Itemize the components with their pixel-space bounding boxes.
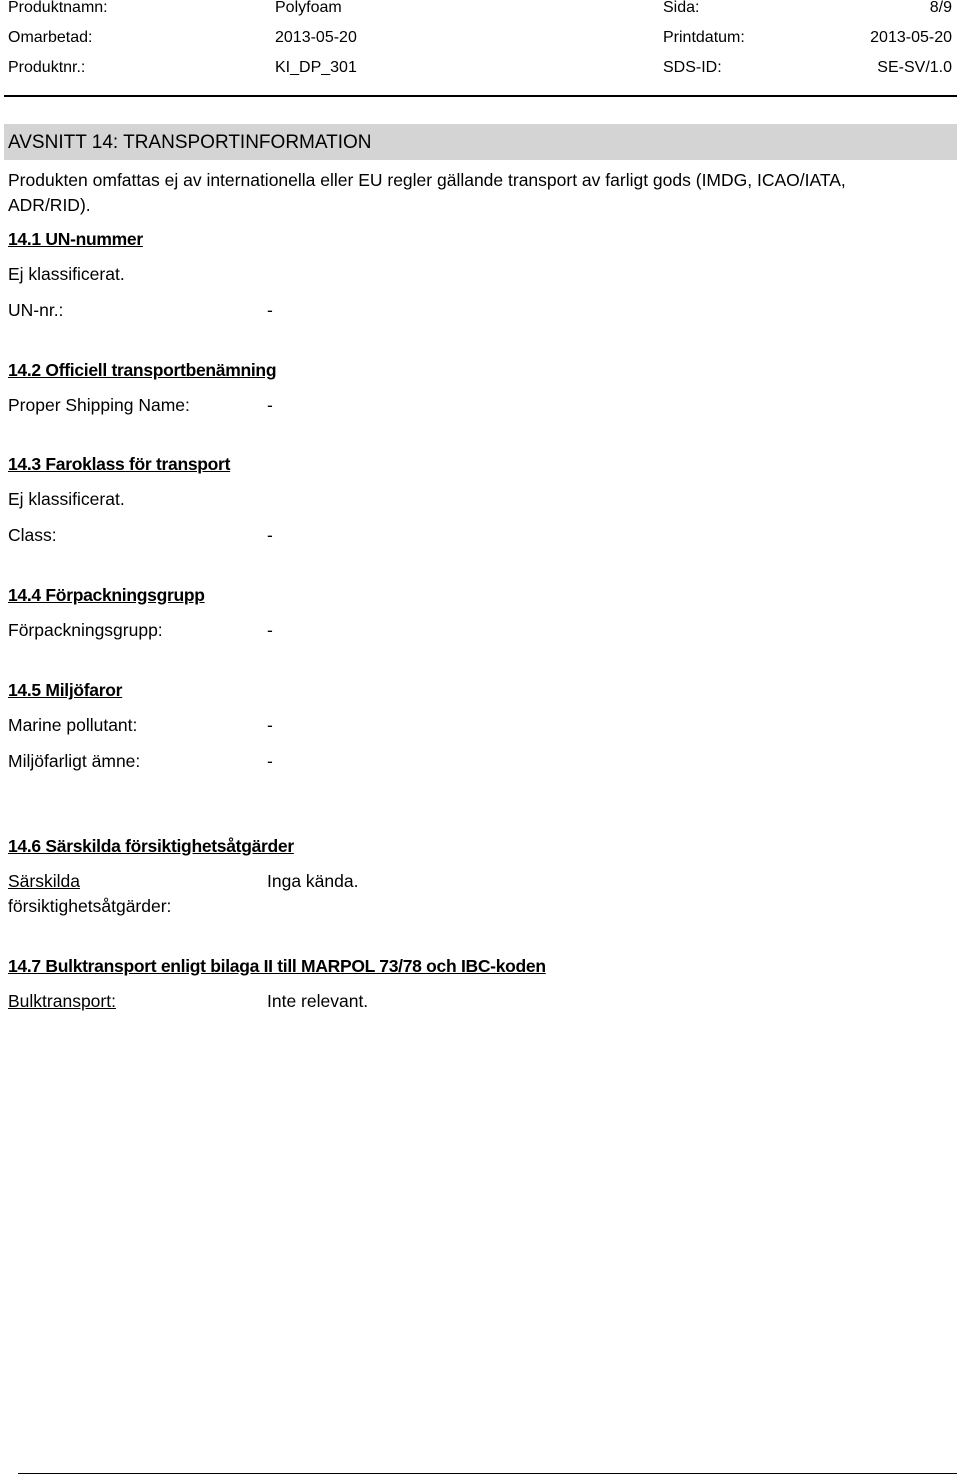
packing-group-label: Förpackningsgrupp: — [8, 620, 163, 640]
packing-group-value: - — [267, 620, 273, 640]
proper-shipping-name-value: - — [267, 395, 273, 415]
environmental-hazard-label: Miljöfarligt ämne: — [8, 751, 141, 771]
special-precautions-label-line-2: försiktighetsåtgärder: — [8, 896, 172, 916]
hazard-class-value: - — [267, 525, 273, 545]
product-number-label: Produktnr.: — [8, 59, 86, 76]
proper-shipping-name-label: Proper Shipping Name: — [8, 395, 190, 415]
hazard-class-note: Ej klassificerat. — [8, 489, 125, 509]
print-date: 2013-05-20 — [870, 29, 952, 46]
bulk-transport-label: Bulktransport: — [8, 991, 116, 1011]
page-label: Sida: — [663, 0, 700, 16]
marine-pollutant-label: Marine pollutant: — [8, 715, 138, 735]
revised-date: 2013-05-20 — [275, 29, 357, 46]
print-date-label: Printdatum: — [663, 29, 745, 46]
sds-id: SE-SV/1.0 — [877, 59, 952, 76]
subsection-heading-14-3: 14.3 Faroklass för transport — [8, 454, 231, 474]
revised-label: Omarbetad: — [8, 29, 93, 46]
product-number: KI_DP_301 — [275, 59, 357, 76]
subsection-heading-14-5: 14.5 Miljöfaror — [8, 680, 123, 700]
un-number-label: UN-nr.: — [8, 300, 64, 320]
subsection-heading-14-2: 14.2 Officiell transportbenämning — [8, 360, 277, 380]
hazard-class-label: Class: — [8, 525, 57, 545]
footer-divider — [18, 1473, 957, 1474]
product-name-label: Produktnamn: — [8, 0, 108, 16]
page-number: 8/9 — [929, 0, 952, 16]
intro-text-line-1: Produkten omfattas ej av internationella eller EU regler gällande transport av farligt gods (IMDG, ICAO/IATA, — [8, 170, 846, 190]
marine-pollutant-value: - — [267, 715, 273, 735]
special-precautions-value: Inga kända. — [267, 871, 359, 891]
subsection-heading-14-6: 14.6 Särskilda försiktighetsåtgärder — [8, 836, 294, 856]
subsection-heading-14-7: 14.7 Bulktransport enligt bilaga II till MARPOL 73/78 och IBC-koden — [8, 956, 546, 976]
special-precautions-label-line-1: Särskilda — [8, 871, 80, 891]
un-number-note: Ej klassificerat. — [8, 264, 125, 284]
environmental-hazard-value: - — [267, 751, 273, 771]
subsection-heading-14-1: 14.1 UN-nummer — [8, 229, 143, 249]
subsection-heading-14-4: 14.4 Förpackningsgrupp — [8, 585, 205, 605]
intro-text-line-2: ADR/RID). — [8, 195, 91, 215]
header-divider — [4, 95, 957, 97]
un-number-value: - — [267, 300, 273, 320]
section-title: AVSNITT 14: TRANSPORTINFORMATION — [8, 132, 372, 153]
sds-id-label: SDS-ID: — [663, 59, 722, 76]
product-name-value: Polyfoam — [275, 0, 342, 16]
bulk-transport-value: Inte relevant. — [267, 991, 369, 1011]
